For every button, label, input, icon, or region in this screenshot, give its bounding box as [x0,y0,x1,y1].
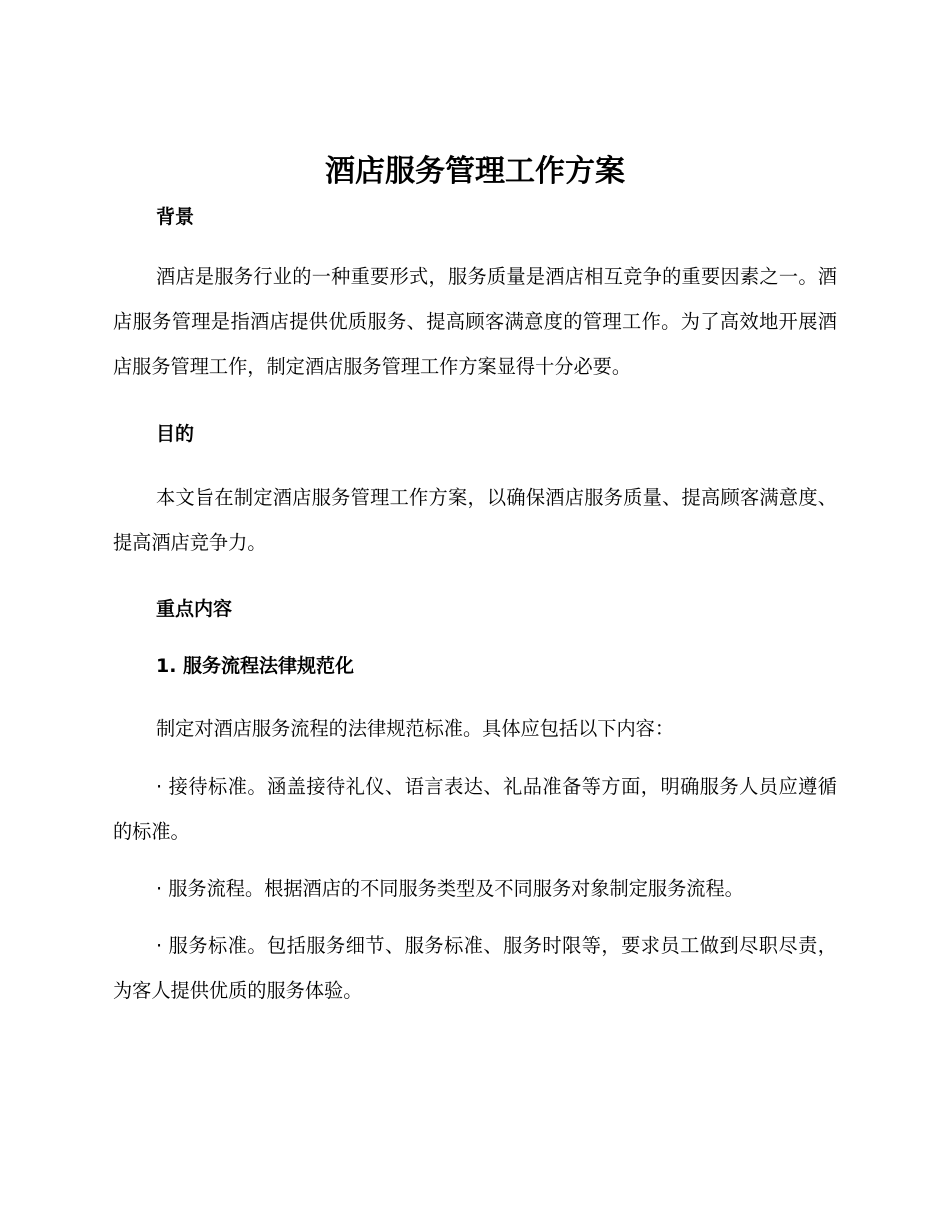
bullet-item-reception-standard: · 接待标准。涵盖接待礼仪、语言表达、礼品准备等方面，明确服务人员应遵循的标准。 [113,775,837,843]
bullet-item-service-standard: · 服务标准。包括服务细节、服务标准、服务时限等，要求员工做到尽职尽责，为客人提供优质的服务体验。 [113,934,837,1002]
section-heading-background: 背景 [156,206,195,228]
section-heading-key-content: 重点内容 [156,598,233,620]
subsection-heading-service-process: 1. 服务流程法律规范化 [156,655,355,677]
document-title: 酒店服务管理工作方案 [325,154,625,189]
purpose-paragraph: 本文旨在制定酒店服务管理工作方案，以确保酒店服务质量、提高顾客满意度、提高酒店竞争力。 [113,486,837,554]
section-heading-purpose: 目的 [156,423,195,445]
bullet-item-service-process: · 服务流程。根据酒店的不同服务类型及不同服务对象制定服务流程。 [156,877,744,900]
background-paragraph: 酒店是服务行业的一种重要形式，服务质量是酒店相互竞争的重要因素之一。酒店服务管理是指酒店提供优质服务、提高顾客满意度的管理工作。为了高效地开展酒店服务管理工作，制定酒店服务管理工作方案显得十分必要。 [113,265,837,378]
service-process-intro: 制定对酒店服务流程的法律规范标准。具体应包括以下内容： [156,717,675,740]
